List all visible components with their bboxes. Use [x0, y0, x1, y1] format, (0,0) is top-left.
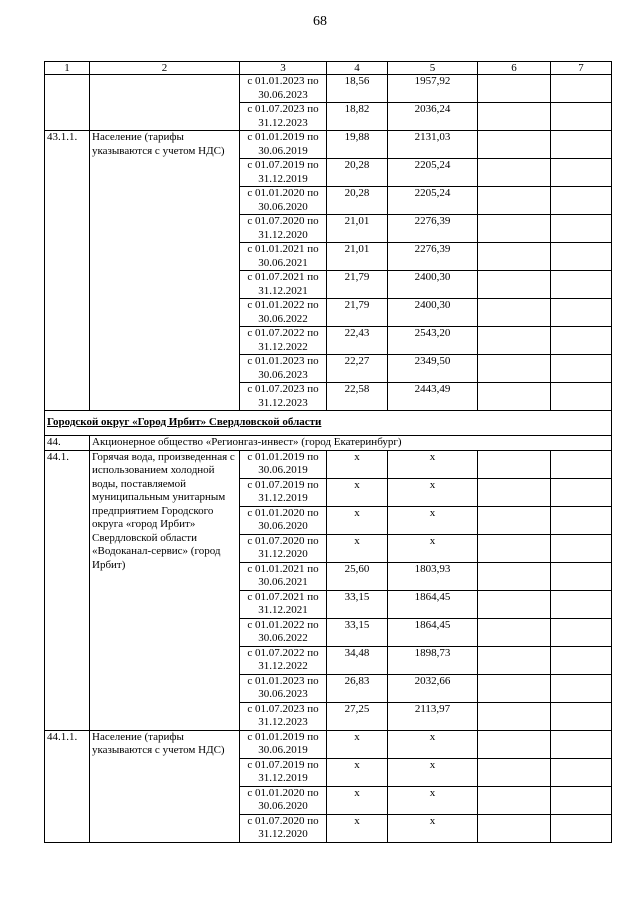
organization-name: Акционерное общество «Регионгаз-инвест» (город Екатеринбург): [90, 436, 612, 451]
empty-cell: [478, 131, 551, 159]
empty-cell: [478, 534, 551, 562]
empty-cell: [551, 618, 612, 646]
tariff-value-cell: х: [388, 758, 478, 786]
period-cell: с 01.01.2022 по 30.06.2022: [240, 299, 327, 327]
tariff-value-cell: 2400,30: [388, 299, 478, 327]
tariff-value-cell: 26,83: [327, 674, 388, 702]
tariff-value-cell: 1898,73: [388, 646, 478, 674]
item-description: Население (тарифы указываются с учетом НДС): [90, 131, 240, 411]
header-cell: 4: [327, 62, 388, 75]
item-description: Население (тарифы указываются с учетом НДС): [90, 730, 240, 842]
item-number: 44.: [45, 436, 90, 451]
period-cell: с 01.07.2019 по 31.12.2019: [240, 159, 327, 187]
empty-cell: [478, 786, 551, 814]
tariff-value-cell: х: [388, 478, 478, 506]
tariff-value-cell: 34,48: [327, 646, 388, 674]
empty-cell: [551, 646, 612, 674]
region-title: Городской округ «Город Ирбит» Свердловской области: [47, 416, 322, 429]
tariff-value-cell: 21,79: [327, 299, 388, 327]
tariff-value-cell: х: [388, 814, 478, 842]
period-cell: с 01.07.2019 по 31.12.2019: [240, 758, 327, 786]
empty-cell: [551, 75, 612, 103]
period-cell: с 01.07.2021 по 31.12.2021: [240, 590, 327, 618]
empty-cell: [478, 618, 551, 646]
tariff-value-cell: 1957,92: [388, 75, 478, 103]
tariff-value-cell: х: [388, 534, 478, 562]
tariff-value-cell: 25,60: [327, 562, 388, 590]
table-row: [45, 131, 612, 159]
header-cell: 6: [478, 62, 551, 75]
empty-cell: [478, 590, 551, 618]
tariff-value-cell: 33,15: [327, 590, 388, 618]
tariff-table: [44, 61, 612, 843]
tariff-value-cell: х: [327, 786, 388, 814]
tariff-value-cell: 18,56: [327, 75, 388, 103]
tariff-value-cell: 21,01: [327, 243, 388, 271]
empty-cell: [551, 299, 612, 327]
header-cell: 7: [551, 62, 612, 75]
tariff-value-cell: 22,58: [327, 383, 388, 411]
tariff-value-cell: 22,43: [327, 327, 388, 355]
empty-cell: [478, 355, 551, 383]
empty-cell: [478, 758, 551, 786]
empty-cell: [478, 702, 551, 730]
empty-cell: [551, 814, 612, 842]
empty-cell: [478, 159, 551, 187]
tariff-value-cell: х: [327, 450, 388, 478]
tariff-value-cell: 2036,24: [388, 103, 478, 131]
empty-cell: [551, 786, 612, 814]
tariff-value-cell: 2032,66: [388, 674, 478, 702]
empty-cell: [551, 355, 612, 383]
tariff-value-cell: х: [388, 730, 478, 758]
empty-cell: [551, 534, 612, 562]
tariff-value-cell: 27,25: [327, 702, 388, 730]
header-cell: 1: [45, 62, 90, 75]
tariff-value-cell: х: [388, 450, 478, 478]
period-cell: с 01.01.2019 по 30.06.2019: [240, 450, 327, 478]
period-cell: с 01.07.2022 по 31.12.2022: [240, 327, 327, 355]
tariff-value-cell: 20,28: [327, 159, 388, 187]
empty-cell: [478, 674, 551, 702]
empty-cell: [551, 131, 612, 159]
region-cell: [45, 411, 612, 436]
empty-cell: [478, 562, 551, 590]
tariff-value-cell: 2400,30: [388, 271, 478, 299]
item-description: [90, 75, 240, 131]
empty-cell: [478, 103, 551, 131]
empty-cell: [551, 506, 612, 534]
empty-cell: [551, 159, 612, 187]
item-number: 44.1.1.: [45, 730, 90, 842]
empty-cell: [478, 730, 551, 758]
empty-cell: [551, 243, 612, 271]
empty-cell: [551, 702, 612, 730]
item-number: 44.1.: [45, 450, 90, 730]
period-cell: с 01.01.2020 по 30.06.2020: [240, 187, 327, 215]
tariff-value-cell: 2543,20: [388, 327, 478, 355]
tariff-value-cell: 18,82: [327, 103, 388, 131]
empty-cell: [551, 103, 612, 131]
item-number: 43.1.1.: [45, 131, 90, 411]
period-cell: с 01.01.2019 по 30.06.2019: [240, 131, 327, 159]
period-cell: с 01.07.2021 по 31.12.2021: [240, 271, 327, 299]
empty-cell: [478, 646, 551, 674]
tariff-value-cell: 1803,93: [388, 562, 478, 590]
organization-row: [45, 436, 612, 451]
period-cell: с 01.01.2023 по 30.06.2023: [240, 674, 327, 702]
tariff-value-cell: 19,88: [327, 131, 388, 159]
period-cell: с 01.07.2020 по 31.12.2020: [240, 534, 327, 562]
item-description: Горячая вода, произведенная с использованием холодной воды, поставляемой муниципальным унитарным предприятием Городского округа «город Ирбит» Свердловской области «Водоканал-сервис» (город Ирбит): [90, 450, 240, 730]
period-cell: с 01.01.2021 по 30.06.2021: [240, 243, 327, 271]
tariff-value-cell: 21,01: [327, 215, 388, 243]
empty-cell: [551, 674, 612, 702]
tariff-value-cell: 2113,97: [388, 702, 478, 730]
empty-cell: [551, 450, 612, 478]
period-cell: с 01.07.2020 по 31.12.2020: [240, 215, 327, 243]
empty-cell: [478, 271, 551, 299]
tariff-value-cell: х: [327, 506, 388, 534]
empty-cell: [551, 590, 612, 618]
empty-cell: [478, 187, 551, 215]
empty-cell: [551, 187, 612, 215]
period-cell: с 01.07.2019 по 31.12.2019: [240, 478, 327, 506]
tariff-value-cell: 2131,03: [388, 131, 478, 159]
empty-cell: [478, 75, 551, 103]
item-number: [45, 75, 90, 131]
empty-cell: [551, 271, 612, 299]
empty-cell: [551, 758, 612, 786]
tariff-value-cell: 2276,39: [388, 243, 478, 271]
empty-cell: [478, 383, 551, 411]
tariff-value-cell: 21,79: [327, 271, 388, 299]
tariff-value-cell: х: [327, 534, 388, 562]
empty-cell: [478, 506, 551, 534]
tariff-value-cell: 2205,24: [388, 159, 478, 187]
period-cell: с 01.01.2023 по 30.06.2023: [240, 75, 327, 103]
empty-cell: [551, 383, 612, 411]
empty-cell: [551, 478, 612, 506]
tariff-value-cell: 22,27: [327, 355, 388, 383]
tariff-value-cell: х: [327, 758, 388, 786]
period-cell: с 01.01.2021 по 30.06.2021: [240, 562, 327, 590]
header-row: [45, 62, 612, 75]
tariff-value-cell: х: [327, 478, 388, 506]
tariff-value-cell: 33,15: [327, 618, 388, 646]
table-row: [45, 730, 612, 758]
empty-cell: [551, 562, 612, 590]
period-cell: с 01.07.2023 по 31.12.2023: [240, 383, 327, 411]
empty-cell: [478, 243, 551, 271]
tariff-value-cell: 2349,50: [388, 355, 478, 383]
tariff-value-cell: 2276,39: [388, 215, 478, 243]
empty-cell: [478, 299, 551, 327]
empty-cell: [478, 327, 551, 355]
header-cell: 2: [90, 62, 240, 75]
period-cell: с 01.01.2022 по 30.06.2022: [240, 618, 327, 646]
empty-cell: [478, 478, 551, 506]
table-row: [45, 75, 612, 103]
period-cell: с 01.07.2023 по 31.12.2023: [240, 103, 327, 131]
header-cell: 5: [388, 62, 478, 75]
empty-cell: [551, 327, 612, 355]
table-row: [45, 450, 612, 478]
empty-cell: [478, 450, 551, 478]
period-cell: с 01.07.2023 по 31.12.2023: [240, 702, 327, 730]
period-cell: с 01.07.2020 по 31.12.2020: [240, 814, 327, 842]
tariff-value-cell: 20,28: [327, 187, 388, 215]
tariff-value-cell: 1864,45: [388, 618, 478, 646]
tariff-value-cell: 1864,45: [388, 590, 478, 618]
header-cell: 3: [240, 62, 327, 75]
period-cell: с 01.01.2020 по 30.06.2020: [240, 786, 327, 814]
period-cell: с 01.01.2019 по 30.06.2019: [240, 730, 327, 758]
tariff-value-cell: х: [327, 730, 388, 758]
tariff-value-cell: 2443,49: [388, 383, 478, 411]
empty-cell: [551, 730, 612, 758]
period-cell: с 01.07.2022 по 31.12.2022: [240, 646, 327, 674]
tariff-value-cell: х: [388, 786, 478, 814]
tariff-value-cell: х: [388, 506, 478, 534]
period-cell: с 01.01.2023 по 30.06.2023: [240, 355, 327, 383]
tariff-value-cell: 2205,24: [388, 187, 478, 215]
tariff-value-cell: х: [327, 814, 388, 842]
period-cell: с 01.01.2020 по 30.06.2020: [240, 506, 327, 534]
empty-cell: [551, 215, 612, 243]
empty-cell: [478, 215, 551, 243]
region-row: [45, 411, 612, 436]
page-number: 68: [313, 14, 327, 29]
empty-cell: [478, 814, 551, 842]
